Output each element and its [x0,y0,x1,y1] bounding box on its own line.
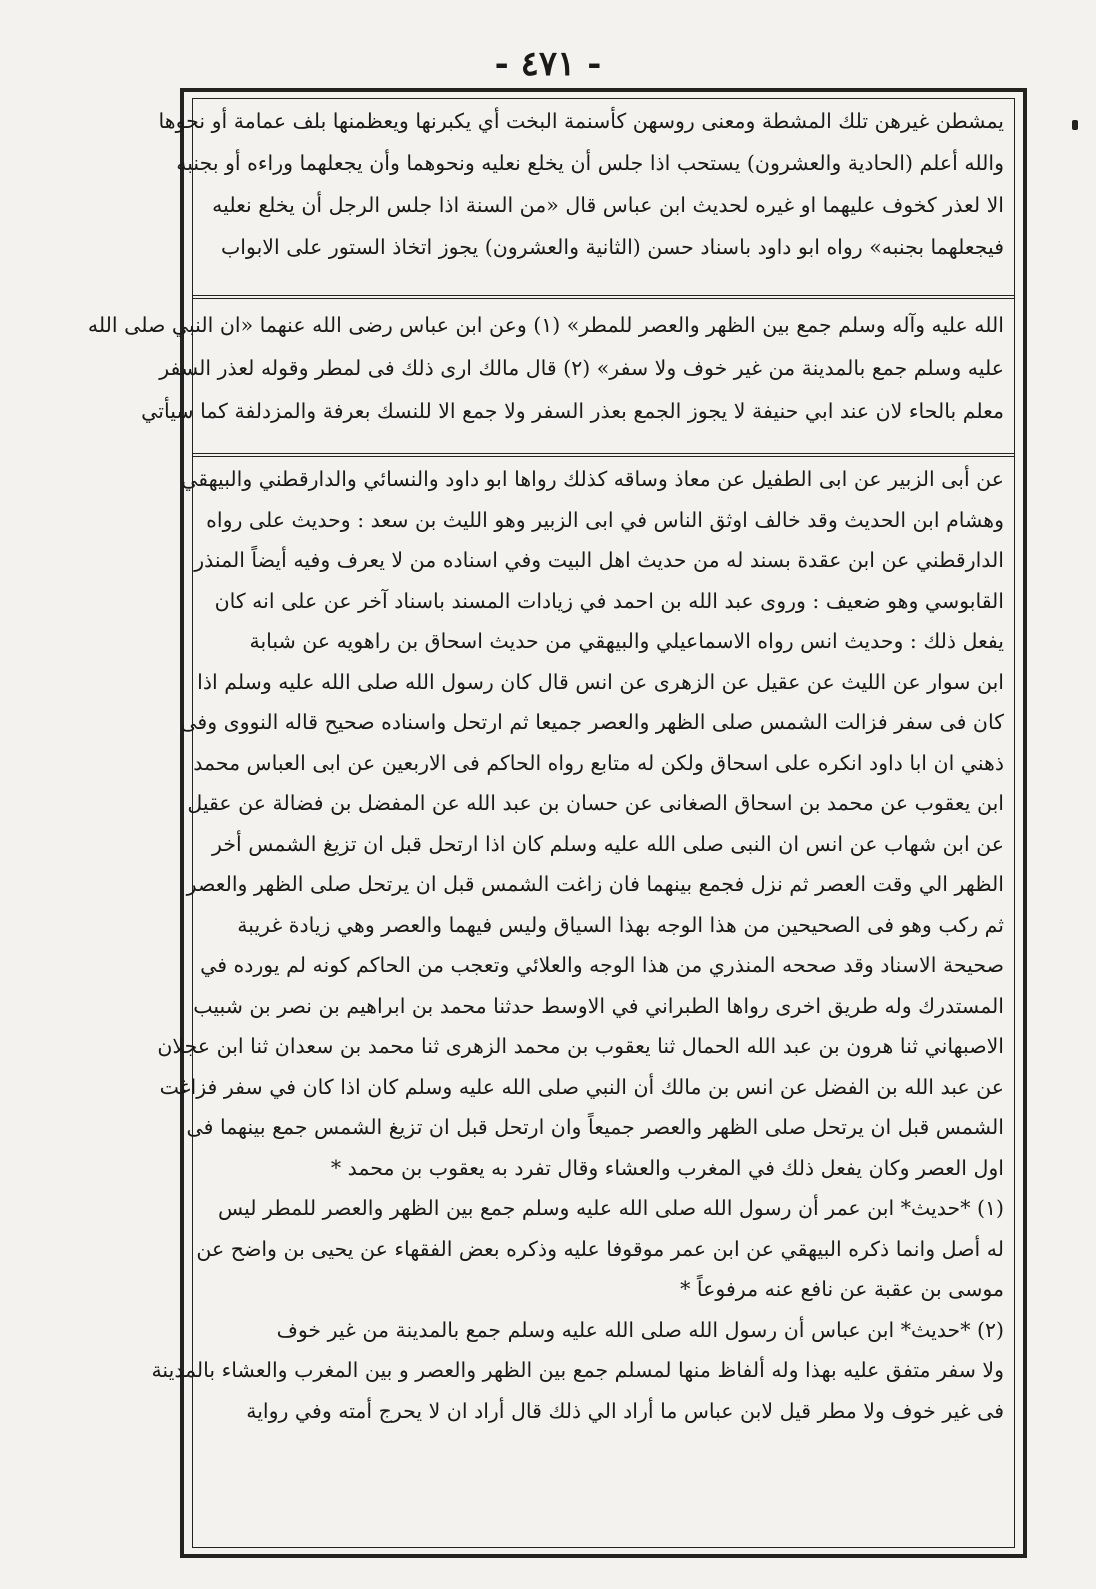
footnote-line: ولا سفر متفق عليه بهذا وله ألفاظ منها لمسلم جمع بين الظهر والعصر و بين المغرب والعشاء بالمدينة [151,1358,1004,1382]
text-line: يفعل ذلك : وحديث انس رواه الاسماعيلي والبيهقي من حديث اسحاق بن راهويه عن شبابة [249,629,1004,653]
text-line: صحيحة الاسناد وقد صححه المنذري من هذا الوجه والعلائي وتعجب من الحاكم كونه لم يورده في [200,953,1004,977]
footnote-line: موسى بن عقبة عن نافع عنه مرفوعاً * [680,1277,1004,1301]
text-line: الاصبهاني ثنا هرون بن عبد الله الحمال ثنا يعقوب بن محمد الزهرى ثنا محمد بن سعدان ثنا ابن عجلان [157,1034,1004,1058]
middle-main-text-section [87,313,1004,444]
text-line: عن ابن شهاب عن انس ان النبى صلى الله عليه وسلم كان اذا ارتحل قبل ان تزيغ الشمس أخر [212,831,1004,856]
text-line: معلم بالحاء لان عند ابي حنيفة لا يجوز الجمع بعذر السفر ولا جمع الا للنسك بعرفة والمزدلفة كما سيأتي [141,399,1004,423]
text-line: الظهر الي وقت العصر ثم نزل فجمع بينهما فان زاغت الشمس قبل ان يرتحل صلى الظهر والعصر [186,872,1004,896]
text-line: الدارقطني عن ابن عقدة بسند له من حديث اهل البيت وفي اسناده من لا يعرف وفيه أيضاً المنذر [194,548,1004,572]
page-number: - ٤٧١ - [494,44,602,84]
bottom-takhrij-section [151,467,1004,1441]
text-line: عليه وسلم جمع بالمدينة من غير خوف ولا سفر» (٢) قال مالك ارى ذلك فى لمطر وقوله لعذر السفر [159,356,1004,380]
text-line: كان فى سفر فزالت الشمس صلى الظهر والعصر جميعا ثم ارتحل واسناده صحيح قاله النووى وفى [180,710,1004,734]
text-line: ابن سوار عن الليث عن عقيل عن الزهرى عن انس قال كان رسول الله صلى الله عليه وسلم اذا [197,669,1004,694]
text-line: اول العصر وكان يفعل ذلك في المغرب والعشاء وقال تفرد به يعقوب بن محمد * [330,1155,1004,1180]
text-line: الله عليه وآله وسلم جمع بين الظهر والعصر للمطر» (١) وعن ابن عباس رضى الله عنهما «ان النبي صلى الله [87,313,1004,337]
text-line: عن عبد الله بن الفضل عن انس بن مالك أن النبي صلى الله عليه وسلم كان اذا كان في سفر فزاغت [159,1074,1004,1099]
text-line: الا لعذر كخوف عليهما او غيره لحديث ابن عباس قال «من السنة اذا جلس الرجل أن يخلع نعليه [212,193,1004,217]
text-line: ذهني ان ابا داود انكره على اسحاق ولكن له متابع رواه الحاكم فى الاربعين عن ابى العباس محمد [193,750,1004,775]
text-line: ثم ركب وهو فى الصحيحين من هذا الوجه بهذا السياق وليس فيهما والعصر وهي زيادة غريبة [237,912,1004,937]
top-commentary-section [158,109,1004,279]
text-line: عن أبى الزبير عن ابى الطفيل عن معاذ وساقه كذلك رواها ابو داود والنسائي والدارقطني والبيهقي [181,467,1004,491]
text-line: يمشطن غيرهن تلك المشطة ومعنى روسهن كأسنمة البخت أي يكبرنها ويعظمنها بلف عمامة أو نحوها [158,109,1004,133]
page-frame [87,98,1015,1548]
footnote-line: فى غير خوف ولا مطر قيل لابن عباس ما أراد الي ذلك قال أراد ان لا يحرج أمته وفي رواية [246,1398,1004,1423]
section-divider [193,453,1014,457]
text-line: والله أعلم (الحادية والعشرون) يستحب اذا جلس أن يخلع نعليه ونحوهما وأن يجعلهما وراءه أو بجنبه [176,151,1004,175]
text-line: القابوسي وهو ضعيف : وروى عبد الله بن احمد في زيادات المسند باسناد آخر عن على انه كان [214,588,1004,613]
section-divider [193,295,1014,299]
text-line: وهشام ابن الحديث وقد خالف اوثق الناس في ابى الزبير وهو الليث بن سعد : وحديث على رواه [206,507,1004,532]
text-line: ابن يعقوب عن محمد بن اسحاق الصغانى عن حسان بن عبد الله عن المفضل بن فضالة عن عقيل [187,791,1004,815]
footnote-line: (١) *حديث* ابن عمر أن رسول الله صلى الله عليه وسلم جمع بين الظهر والعصر للمطر ليس [217,1196,1004,1220]
footnote-line: له أصل وانما ذكره البيهقي عن ابن عمر موقوفا عليه وذكره بعض الفقهاء عن يحيى بن واضح عن [196,1236,1004,1261]
footnote-line: (٢) *حديث* ابن عباس أن رسول الله صلى الله عليه وسلم جمع بالمدينة من غير خوف [276,1317,1004,1342]
margin-ink-mark [1072,120,1078,130]
text-line: فيجعلهما بجنبه» رواه ابو داود باسناد حسن (الثانية والعشرون) يجوز اتخاذ الستور على الابواب [221,235,1004,259]
text-line: الشمس قبل ان يرتحل صلى الظهر والعصر جميعاً وان ارتحل قبل ان تزيغ الشمس جمع بينهما فى [186,1115,1004,1139]
text-line: المستدرك وله طريق اخرى رواها الطبراني في الاوسط حدثنا محمد بن ابراهيم بن نصر بن شبيب [193,993,1004,1018]
